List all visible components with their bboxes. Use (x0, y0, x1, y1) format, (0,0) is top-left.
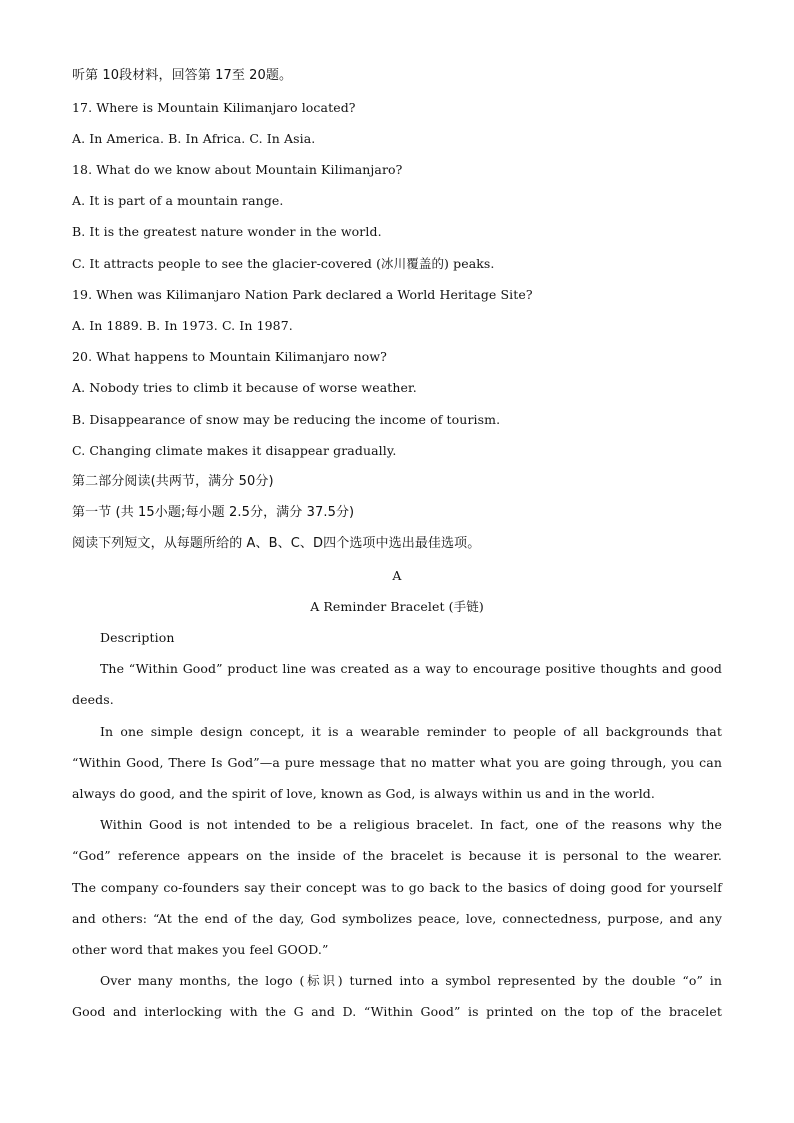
passage-line: The company co-founders say their concept was to go back to the basics of doing good for yourself (72, 880, 722, 895)
question-17-options: A. In America. B. In Africa. C. In Asia. (72, 131, 316, 146)
reading-instruction: 阅读下列短文，从每题所给的 A、B、C、D四个选项中选出最佳选项。 (72, 536, 481, 551)
passage-line: Good and interlocking with the G and D. “Within Good” is printed on the top of the bracelet (72, 1004, 722, 1019)
passage-line: other word that makes you feel GOOD.” (72, 942, 329, 957)
passage-line: and others: “At the end of the day, God symbolizes peace, love, connectedness, purpose, and any (72, 911, 722, 926)
question-17-stem: 17. Where is Mountain Kilimanjaro located? (72, 100, 356, 115)
passage-line: “God” reference appears on the inside of the bracelet is because it is personal to the wearer. (72, 848, 722, 863)
passage-line: always do good, and the spirit of love, known as God, is always within us and in the world. (72, 786, 655, 801)
passage-line: The “Within Good” product line was created as a way to encourage positive thoughts and good (100, 661, 722, 676)
question-18-option-c: C. It attracts people to see the glacier-covered (冰川覆盖的) peaks. (72, 256, 495, 271)
question-20-stem: 20. What happens to Mountain Kilimanjaro now? (72, 349, 387, 364)
reading-section-heading: 第一节 (共 15小题;每小题 2.5分，满分 37.5分) (72, 505, 355, 520)
question-18-option-b: B. It is the greatest nature wonder in the world. (72, 224, 382, 239)
question-18-option-a: A. It is part of a mountain range. (72, 193, 284, 208)
passage-title: A Reminder Bracelet (手链) (310, 599, 484, 614)
reading-part-heading: 第二部分阅读(共两节，满分 50分) (72, 474, 274, 489)
question-19-stem: 19. When was Kilimanjaro Nation Park declared a World Heritage Site? (72, 287, 533, 302)
question-19-options: A. In 1889. B. In 1973. C. In 1987. (72, 318, 293, 333)
passage-letter: A (392, 568, 402, 583)
passage-line: Within Good is not intended to be a religious bracelet. In fact, one of the reasons why the (100, 817, 722, 832)
question-20-option-a: A. Nobody tries to climb it because of worse weather. (72, 380, 417, 395)
listening-instruction: 听第 10段材料，回答第 17至 20题。 (72, 68, 293, 83)
passage-line: deeds. (72, 692, 114, 707)
question-18-stem: 18. What do we know about Mountain Kilimanjaro? (72, 162, 403, 177)
question-20-option-b: B. Disappearance of snow may be reducing the income of tourism. (72, 412, 501, 427)
passage-line: “Within Good, There Is God”—a pure message that no matter what you are going through, you can (72, 755, 722, 770)
passage-line: Over many months, the logo (标识) turned into a symbol represented by the double “o” in (100, 973, 722, 988)
passage-line: In one simple design concept, it is a wearable reminder to people of all backgrounds that (100, 724, 722, 739)
description-label: Description (100, 630, 175, 645)
question-20-option-c: C. Changing climate makes it disappear gradually. (72, 443, 397, 458)
